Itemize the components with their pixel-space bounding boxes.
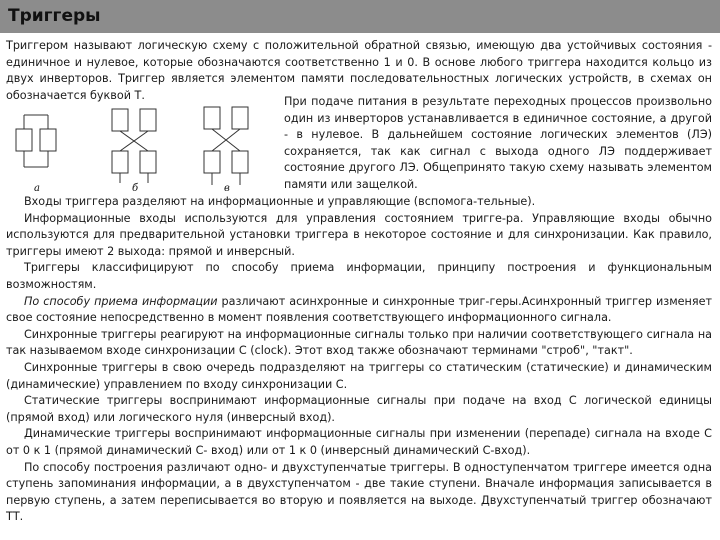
inverter-box — [232, 151, 248, 173]
title-bar — [0, 0, 720, 33]
paragraph: Синхронные триггеры реагируют на информационные сигналы только при наличии соответствующего сигнала на так называемом входе синхронизации С (clock). Этот вход также обозначают терминами "строб", "такт". — [6, 327, 712, 358]
paragraph: Триггеры классифицируют по способу приема информации, принципу построения и функциональным возможностям. — [6, 261, 712, 291]
inverter-box — [204, 107, 220, 129]
italic-phrase: По способу приема информации — [24, 294, 218, 308]
figure-label-b: б — [132, 183, 139, 193]
paragraph: Синхронные триггеры в свою очередь подразделяют на триггеры со статическим (статические) и динамическим (динамические) управлением по входу синхронизации С. — [6, 360, 712, 391]
paragraph-rest: различают асинхронные и синхронные триг-геры.Асинхронный триггер изменяет свое состояние непосредственно в момент появления соответствующего информационного сигнала. — [6, 294, 712, 325]
inverter-ring-diagram — [4, 101, 272, 193]
paragraph: По способу построения различают одно- и двухступенчатые триггеры. В одноступенчатом триггере имеется одна ступень запоминания информации, а в двухступенчатом - две такие ступени. Вначале информация записывается в первую ступень, а затем переписывается во вторую и появляется на выходе. Двухступенчатый триггер обозначают ТТ. — [6, 460, 712, 524]
paragraph: Информационные входы используются для управления состоянием тригге-ра. Управляющие входы обычно используются для предварительной установки триггера в некоторое состояние и для синхронизации. Как правило, триггеры имеют 2 выхода: прямой и инверсный. — [6, 211, 712, 258]
paragraph: Статические триггеры воспринимают информационные сигналы при подаче на вход С логической единицы (прямой вход) или логического нуля (инверсный вход). — [6, 394, 712, 424]
paragraph: Динамические триггеры воспринимают информационные сигналы при изменении (перепаде) сигнала на входе С от 0 к 1 (прямой динамический С- вход) или от 1 к 0 (инверсный динамический С-вход). — [6, 427, 712, 457]
figure-label-c: в — [224, 183, 230, 193]
inverter-box — [112, 151, 128, 173]
page-title: Триггеры — [8, 6, 101, 26]
inverter-box — [204, 151, 220, 173]
float-paragraph — [284, 94, 712, 194]
figure-label-a: а — [34, 183, 40, 193]
main-text — [6, 194, 712, 526]
paragraph — [6, 294, 712, 327]
inverter-box — [232, 107, 248, 129]
inverter-box — [112, 109, 128, 131]
inverter-box — [16, 129, 32, 151]
inverter-box — [140, 151, 156, 173]
float-text: При подаче питания в результате переходных процессов произвольно один из инверторов устанавливается в единичное состояние, а другой - в нулевое. В дальнейшем состояние логических элементов (ЛЭ) сохраняется, так как сигнал с выхода одного ЛЭ поддерживает состояние другого ЛЭ. Общепринято такую схему называть элементом памяти или защелкой. — [284, 95, 712, 191]
inverter-box — [140, 109, 156, 131]
intro-text: Триггером называют логическую схему с положительной обратной связью, имеющую два устойчивых состояния - единичное и нулевое, которые обозначаются соответственно 1 и 0. В основе любого триггера находится кольцо из двух инверторов. Триггер является элементом памяти последовательностных логических устройств, в схемах он обозначается буквой Т. — [6, 39, 712, 102]
inverter-box — [40, 129, 56, 151]
paragraph: Входы триггера разделяют на информационные и управляющие (вспомога-тельные). — [24, 195, 536, 208]
